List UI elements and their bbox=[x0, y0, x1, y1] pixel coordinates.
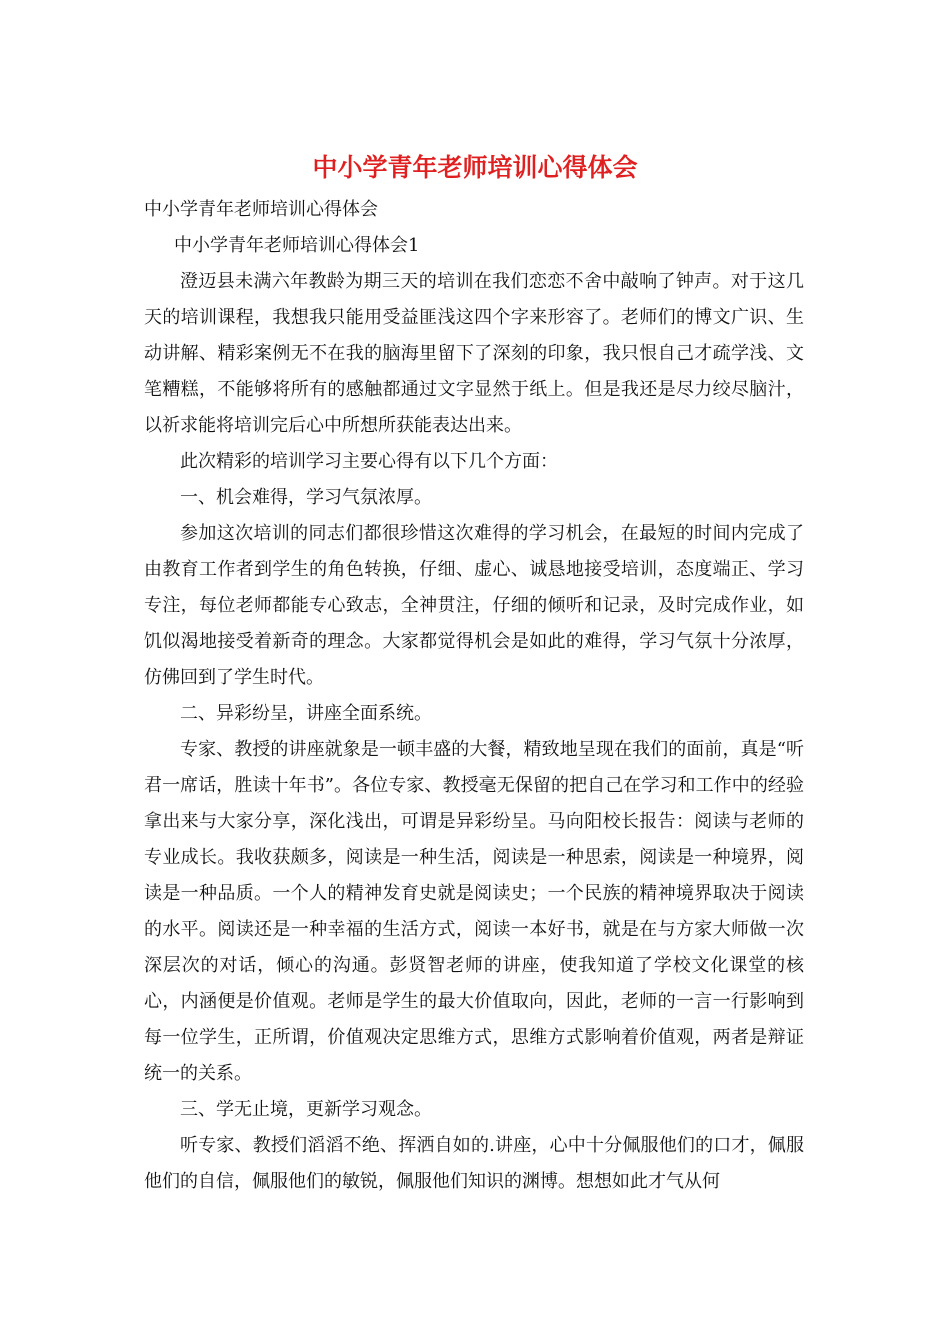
paragraph: 专家、教授的讲座就象是一顿丰盛的大餐，精致地呈现在我们的面前，真是“听君一席话，胜读十年书”。各位专家、教授毫无保留的把自己在学习和工作中的经验拿出来与大家分享，深化浅出，可谓是异彩纷呈。马向阳校长报告：阅读与老师的专业成长。我收获颇多，阅读是一种生活，阅读是一种思索，阅读是一种境界，阅读是一种品质。一个人的精神发育史就是阅读史；一个民族的精神境界取决于阅读的水平。阅读还是一种幸福的生活方式，阅读一本好书，就是在与方家大师做一次深层次的对话，倾心的沟通。彭贤智老师的讲座，使我知道了学校文化课堂的核心，内涵便是价值观。老师是学生的最大价值取向，因此，老师的一言一行影响到每一位学生，正所谓，价值观决定思维方式，思维方式影响着价值观，两者是辩证统一的关系。 bbox=[144, 739, 804, 1084]
document-title: 中小学青年老师培训心得体会 bbox=[312, 153, 638, 182]
section-point-heading: 二、异彩纷呈，讲座全面系统。 bbox=[180, 703, 432, 724]
document-body bbox=[144, 192, 804, 1200]
paragraph: 澄迈县未满六年教龄为期三天的培训在我们恋恋不舍中敲响了钟声。对于这几天的培训课程，我想我只能用受益匪浅这四个字来形容了。老师们的博文广识、生动讲解、精彩案例无不在我的脑海里留下了深刻的印象，我只恨自己才疏学浅、文笔糟糕，不能够将所有的感触都通过文字显然于纸上。但是我还是尽力绞尽脑汁，以祈求能将培训完后心中所想所获能表达出来。 bbox=[144, 271, 804, 436]
section-point-heading: 一、机会难得，学习气氛浓厚。 bbox=[180, 487, 432, 508]
section-heading: 中小学青年老师培训心得体会1 bbox=[174, 235, 420, 256]
section-point-heading: 三、学无止境，更新学习观念。 bbox=[180, 1099, 432, 1120]
paragraph: 此次精彩的培训学习主要心得有以下几个方面： bbox=[180, 451, 558, 472]
paragraph: 听专家、教授们滔滔不绝、挥洒自如的.讲座，心中十分佩服他们的口才，佩服他们的自信，佩服他们的敏锐，佩服他们知识的渊博。想想如此才气从何 bbox=[144, 1135, 804, 1192]
document-subtitle: 中小学青年老师培训心得体会 bbox=[144, 199, 378, 220]
paragraph: 参加这次培训的同志们都很珍惜这次难得的学习机会，在最短的时间内完成了由教育工作者到学生的角色转换，仔细、虚心、诚恳地接受培训，态度端正、学习专注，每位老师都能专心致志，全神贯注，仔细的倾听和记录，及时完成作业，如饥似渴地接受着新奇的理念。大家都觉得机会是如此的难得，学习气氛十分浓厚，仿佛回到了学生时代。 bbox=[144, 523, 804, 688]
